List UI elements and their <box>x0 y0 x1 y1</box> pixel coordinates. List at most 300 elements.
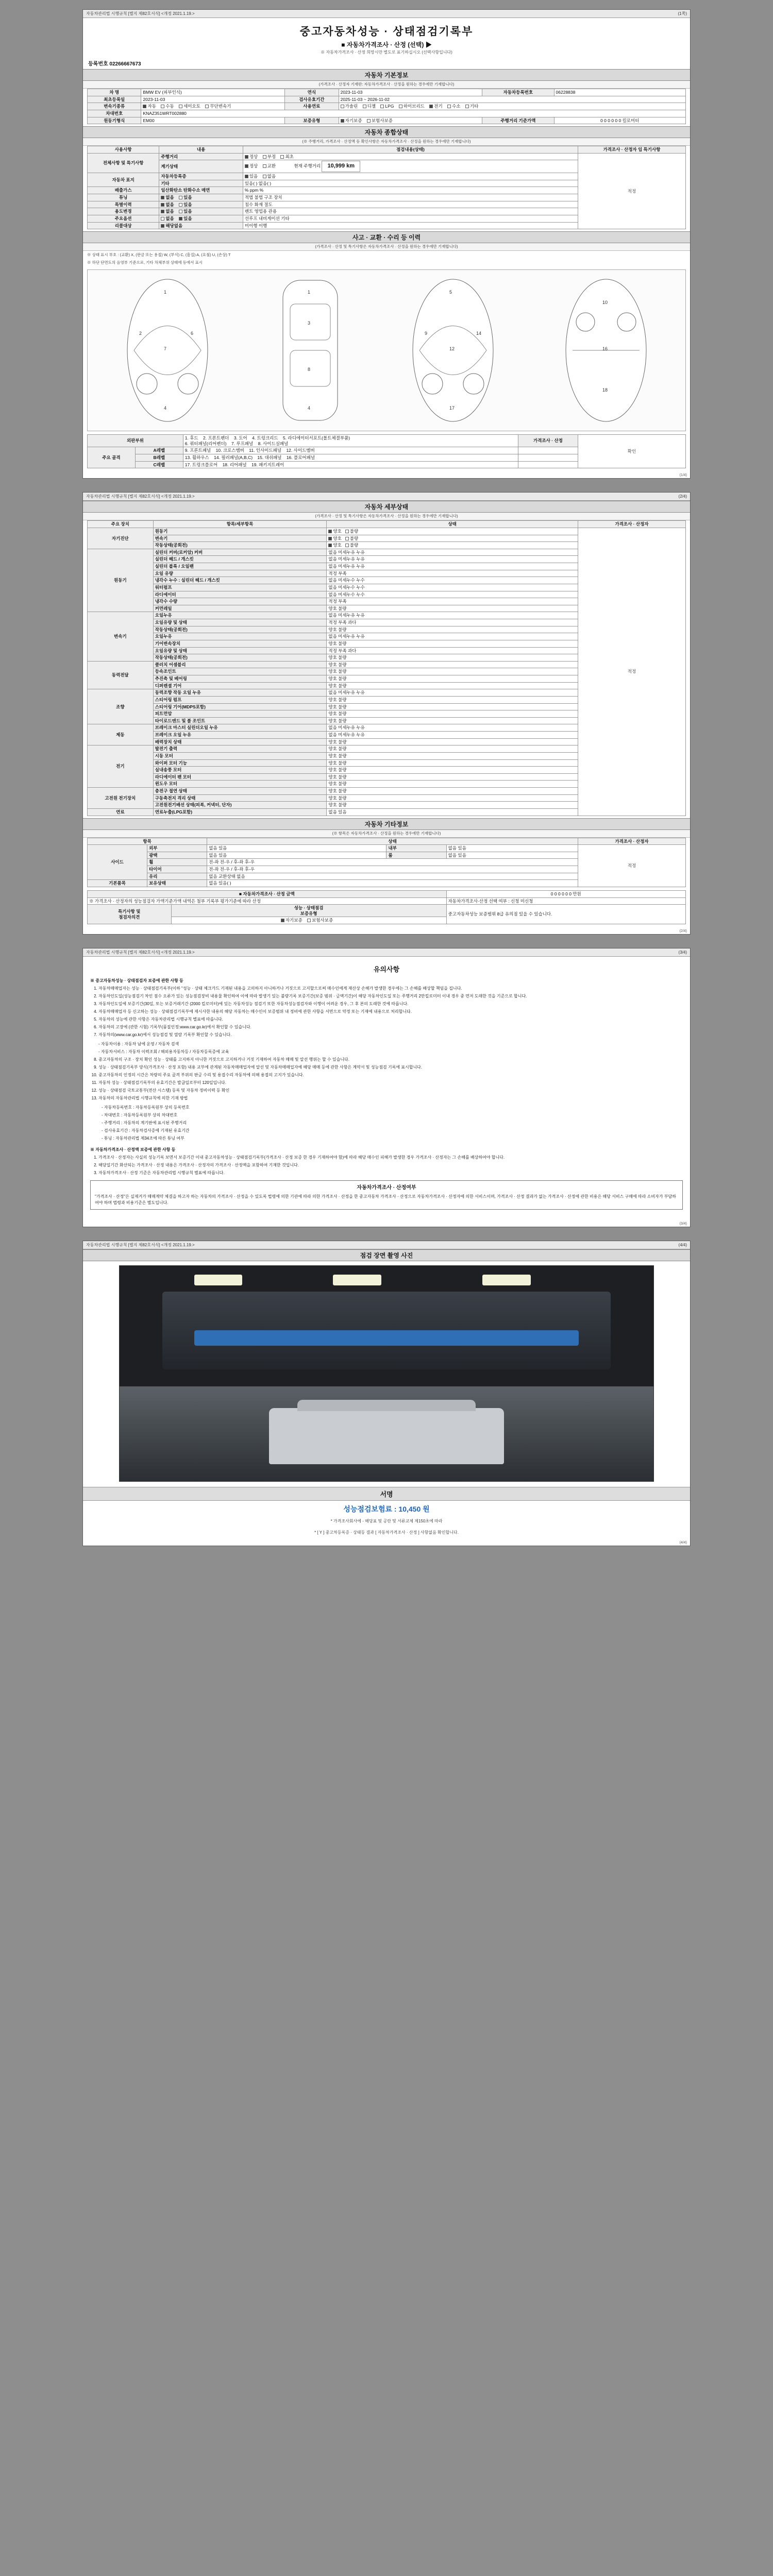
notice-subline-2: - 자동차서비스 : 자동차 이력조회 / 해외용자동차등 / 자동차등록증에 교육 <box>98 1049 229 1054</box>
value-mileage-base: 0 0 0 0 0 0 킬로미터 <box>554 117 685 124</box>
state-coolant-head: 없음 미세누수 누수 <box>327 577 578 584</box>
appraiser-sign-detail: 적정 <box>578 528 686 816</box>
table-row <box>88 153 686 160</box>
row-state-special-history: 침수 화재 절도 <box>243 201 578 208</box>
checkbox-odo-replaced[interactable]: 교환 <box>263 163 276 169</box>
svg-text:2: 2 <box>139 331 142 336</box>
table-row <box>88 528 686 535</box>
item-auto-oil-leak: 오일누유 <box>153 612 327 619</box>
svg-text:7: 7 <box>163 346 166 352</box>
document-number: 등록번호 02266667673 <box>88 61 141 67</box>
photo-footnote-1: * 가격조사회사에 - 해당표 및 공란 및 서류교체 제150초에 따라 <box>330 1519 443 1523</box>
value-special-remarks: 중고자동차성능 보증범위 8급 유의점 있을 수 있습니다. <box>446 905 685 924</box>
svg-text:9: 9 <box>424 331 427 336</box>
part-radiator-support: 5. 라디에이터서포트(볼트체결부품) <box>283 435 350 441</box>
value-warranty-type <box>339 117 482 124</box>
state-hv-wiring: 양호 불량 <box>327 802 578 809</box>
table-header-row <box>88 521 686 528</box>
section-etc-header: 자동차 기타정보 <box>83 818 690 830</box>
frame-c-list <box>183 461 518 468</box>
table-row <box>88 435 686 447</box>
checkbox-doc-no[interactable]: 없음 <box>263 174 276 179</box>
table-row <box>88 110 686 117</box>
label-basic-items: 기본품목 <box>88 880 147 887</box>
state-cv-joint: 양호 불량 <box>327 668 578 675</box>
item-manual-idle: 작동상태(공회전) <box>153 654 327 662</box>
item-trans-diag: 변속기 <box>153 535 327 542</box>
col-appraiser: 가격조사 · 산정자 임 특기사항 <box>578 146 686 154</box>
section-detail-note: (가격조사 · 산정 및 특기사항은 자동차가격조사 · 산정을 원하는 경우에만 기재합니다) <box>83 513 690 520</box>
group-steering: 조향 <box>88 689 154 724</box>
col-state: 점검내용(상태) <box>243 146 578 154</box>
price-value: 0 0 0 0 0 0 만원 <box>446 890 685 897</box>
page-1 <box>82 9 691 479</box>
signature-bar: 서명 <box>83 1487 690 1501</box>
section-basic-info-header: 자동차 기본정보 <box>83 69 690 81</box>
state-coolant-level: 적정 부족 <box>327 598 578 605</box>
value-engine-type: EM00 <box>141 117 285 124</box>
state-rocker-cover: 없음 미세누유 누유 <box>327 549 578 556</box>
checkbox-fuel-lpg[interactable]: LPG <box>380 104 394 109</box>
item-manual-oil-leak: 오일누유 <box>153 633 327 640</box>
row-item-reg-cert: 자동차등록증 <box>159 173 243 180</box>
frame-front-panel: 9. 프론트패널 <box>184 448 211 453</box>
row-label-recall: 리콜대상 <box>88 222 159 229</box>
price-note: ※ 가격조사 · 산정자의 성능점검자 가액기준가액 내역은 첨부 기록부 평가기준에 따라 산정 <box>88 897 447 905</box>
item-oil-level: 오일 유량 <box>153 570 327 577</box>
row-label-options: 주요옵션 <box>88 215 159 222</box>
state-tie-rod-end: 양호 불량 <box>327 717 578 724</box>
part-roof-panel: 7. 루프패널 <box>231 440 254 446</box>
row-item-emission: 일산화탄소 탄화수소 매연 <box>159 187 243 194</box>
table-row <box>88 845 686 852</box>
row-label-vehicle-docs: 자동차 표지 <box>88 173 159 187</box>
basic-info-table <box>87 89 686 124</box>
list-item: 1. 자동차매매업자는 성능 · 상태점검기록부(이하 "성능 · 상태 체크카드 기재된 내용을 고의하지 아니하거나 거짓으로 고지할으로써 매수인에게 재산상 손해가 발생한 경우에는 그 손해를 배상할 책임을 집니다. <box>98 986 683 992</box>
section-photo-header: 점검 장면 촬영 사진 <box>83 1249 690 1261</box>
item-auto-idle: 작동상태(공회전) <box>153 626 327 633</box>
col-usage: 사용사항 <box>88 146 159 154</box>
group-self-diagnosis: 자기진단 <box>88 528 154 549</box>
state-wiper-motor: 양호 불량 <box>327 759 578 767</box>
label-frame: 주요 골격 <box>88 447 136 468</box>
checkbox-bad[interactable]: 불량 <box>345 543 358 548</box>
state-tire: 전-좌 전-우 / 후-좌 후-우 <box>207 866 578 873</box>
checkbox-odo-normal[interactable]: 정상 <box>245 163 258 169</box>
section-detail-header: 자동차 세부상태 <box>83 501 690 513</box>
state-trans-diag <box>327 535 578 542</box>
label-transmission: 변속기종류 <box>88 103 141 110</box>
state-clutch: 양호 불량 <box>327 661 578 668</box>
item-idle-diag: 작동상태(공회전) <box>153 542 327 549</box>
label-engine-type: 원동기형식 <box>88 117 141 124</box>
item-interior: 내부 <box>386 845 446 852</box>
section-basic-info-note: (가격조사 · 산정자 기재란: 자동차가격조사 · 산정을 원하는 경우에만 기재합니다) <box>83 81 690 89</box>
state-brake-master: 없음 미세누유 누유 <box>327 724 578 732</box>
current-mileage-value: 10,999 km <box>322 161 360 172</box>
checkbox-trans-semi[interactable]: 세미오토 <box>179 104 200 109</box>
svg-text:4: 4 <box>163 405 166 411</box>
state-wheel: 전-좌 전-우 / 후-좌 후-우 <box>207 859 578 866</box>
notice-list-3 <box>98 1155 683 1176</box>
item-auto-oil-level: 오일유량 및 상태 <box>153 619 327 626</box>
value-year: 2023-11-03 <box>339 89 482 96</box>
table-row <box>88 890 686 897</box>
label-frame-c: C레벨 <box>135 461 183 468</box>
warranty-option-row[interactable] <box>171 917 446 924</box>
group-transmission: 변속기 <box>88 612 154 661</box>
state-brake-booster: 양호 불량 <box>327 738 578 745</box>
col-sub-item: 항목/세부항목 <box>153 521 327 528</box>
price-survey-box-title: 자동차가격조사 · 산정여부 <box>357 1185 416 1191</box>
checkbox-mileage-initial[interactable]: 최초 <box>280 154 293 160</box>
state-propeller-shaft: 양호 불량 <box>327 675 578 683</box>
label-appraiser-accident: 가격조사 · 산정 <box>518 435 578 447</box>
frame-cross-member: 10. 크로스멤버 <box>215 448 244 453</box>
page-2-topbar <box>83 493 690 501</box>
page-2 <box>82 492 691 935</box>
label-frame-a: A레벨 <box>135 447 183 454</box>
price-radio[interactable]: 자동차가격조사·산정 선택 여부 : 신청 미신청 <box>446 897 685 905</box>
frame-side-member: 12. 사이드멤버 <box>286 448 315 453</box>
inspection-photo <box>119 1265 654 1482</box>
list-item: 13. 자동차의 자동차관리법 시행규칙에 의한 기재 방법 <box>98 1095 683 1101</box>
item-possession: 보유상태 <box>147 880 207 887</box>
item-gear-shift: 기어변속장치 <box>153 640 327 647</box>
label-side-group: 사이드 <box>88 845 147 880</box>
col-appraiser-detail: 가격조사 · 산정자 <box>578 521 686 528</box>
list-item: 10. 중고자동차의 인정의 시간은 차량의 주요 골격 부위의 판금 수리 및 용접수리 자동차에 의해 용접의 고지가 있습니다. <box>98 1072 683 1078</box>
row-state-options: 선루프 내비게이션 기타 <box>243 215 578 222</box>
part-door: 3. 도어 <box>233 435 247 441</box>
table-row <box>88 96 686 103</box>
current-mileage-label: 현재 주행거리 <box>294 163 321 169</box>
notice-list-2 <box>98 1057 683 1101</box>
part-quarter-panel: 6. 쿼터패널(리어펜더) <box>184 440 227 446</box>
checkbox-option-none[interactable]: 없음 <box>161 216 174 222</box>
item-glass: 유리 <box>147 873 207 880</box>
checkbox-fuel-diesel[interactable]: 디젤 <box>363 104 376 109</box>
state-cyl-block: 없음 미세누유 누유 <box>327 563 578 570</box>
svg-text:3: 3 <box>307 320 310 326</box>
label-frame-b: B레벨 <box>135 454 183 462</box>
row-item-usage-change <box>159 208 243 215</box>
row-item-tuning <box>159 194 243 201</box>
item-hv-wiring: 고전원전기배선 상태(피복, 커넥터, 단자) <box>153 802 327 809</box>
page-3-footer: (3/4) <box>679 1222 687 1226</box>
group-fuel: 연료 <box>88 808 154 816</box>
item-brake-oil: 브레이크 오일 누유 <box>153 732 327 739</box>
frame-a-state <box>518 447 578 454</box>
state-glass: 없음 교환상태 없음 <box>207 873 578 880</box>
row-item-mileage: 주행거리 <box>159 153 243 160</box>
label-car-name: 차 명 <box>88 89 141 96</box>
state-manual-idle: 양호 불량 <box>327 654 578 662</box>
item-common-rail: 커먼레일 <box>153 605 327 612</box>
state-battery-isolation: 양호 불량 <box>327 794 578 802</box>
value-transmission <box>141 103 285 110</box>
table-row <box>88 103 686 110</box>
item-water-pump: 워터펌프 <box>153 584 327 591</box>
frame-wheel-house: 13. 휠하우스 <box>184 455 209 460</box>
item-manual-oil-level: 오일유량 및 상태 <box>153 647 327 654</box>
checkbox-special-yes[interactable]: 있음 <box>179 202 192 208</box>
state-blower-motor: 양호 불량 <box>327 767 578 774</box>
value-reg-no: 06228838 <box>554 89 685 96</box>
form-law-reference: 자동차관리법 시행규칙 [별지 제82호서식] <개정 2021.1.19.> <box>86 11 195 16</box>
value-fuel <box>339 103 685 110</box>
checkbox-recall-na[interactable]: 해당없음 <box>161 223 182 229</box>
state-steering-gear: 양호 불량 <box>327 703 578 710</box>
value-car-name: BMW EV (피부인식) <box>141 89 285 96</box>
checkbox-fuel-ev[interactable]: 전기 <box>429 104 442 109</box>
notice-def-1: - 자동차등록번호 : 자동차등록원부 상의 등록번호 <box>102 1105 190 1110</box>
checkbox-usage-yes[interactable]: 있음 <box>179 209 192 214</box>
col-etc-appraiser: 가격조사 · 산정자 <box>578 838 685 845</box>
checkbox-mileage-abnormal[interactable]: 부정 <box>263 154 276 160</box>
state-radiator-fan-motor: 양호 불량 <box>327 773 578 781</box>
checkbox-warranty-self-2[interactable]: 자기보증 <box>281 918 303 923</box>
checkbox-tuning-none[interactable]: 없음 <box>161 195 174 200</box>
accident-guide-2: ※ 하단 단면도의 음영부 기준으로, 기타 차체부위 상태에 등에서 표시 <box>87 260 203 265</box>
group-electrical: 전기 <box>88 745 154 788</box>
part-trunk-lid: 4. 트렁크리드 <box>252 435 278 441</box>
svg-text:5: 5 <box>449 290 452 295</box>
item-pitman-arm: 피트먼암 <box>153 710 327 718</box>
price-survey-box <box>90 1180 683 1210</box>
item-window-motor: 윈도우 모터 <box>153 781 327 788</box>
inspection-fee: 성능점검보험료 : 10,450 원 <box>343 1505 430 1513</box>
checkbox-doc-yes[interactable]: 있음 <box>245 174 258 179</box>
checkbox-tuning-yes[interactable]: 있음 <box>179 195 192 200</box>
row-state-mileage <box>243 153 578 160</box>
svg-text:18: 18 <box>602 387 608 393</box>
item-blower-motor: 실내송풍 모터 <box>153 767 327 774</box>
appraiser-sign-overall: 적정 <box>578 153 686 229</box>
item-fuel-leak: 연료누출(LPG포함) <box>153 808 327 816</box>
state-possession: 없음 있음( ) <box>207 880 578 887</box>
label-inspection-period: 검사유효기간 <box>285 96 339 103</box>
item-tire: 타이어 <box>147 866 207 873</box>
frame-c-state <box>518 461 578 468</box>
item-radiator: 라디에이터 <box>153 591 327 598</box>
page-4-left-note: 자동차관리법 시행규칙 [별지 제82호서식] <개정 2021.1.19.> <box>86 1243 195 1247</box>
photo-footnote-2: * [ Y ] 중고차등록증 · 상태등 결과 [ 자동차가격조사 · 산정 ] 사항없음 확인합니다. <box>314 1530 459 1535</box>
state-charge-port-insulation: 양호 불량 <box>327 788 578 795</box>
row-label-emission: 배출가스 <box>88 187 159 194</box>
checkbox-fuel-etc[interactable]: 기타 <box>465 104 478 109</box>
checkbox-warranty-insurer-2[interactable]: 보험사보증 <box>307 918 333 923</box>
item-exterior: 외부 <box>147 845 207 852</box>
notice-def-4: - 검사유효기간 : 자동차검사증에 기재된 유효기간 <box>102 1128 190 1133</box>
list-item: 1. 가격조사 · 산정자는 사실의 성능기록 보면서 보증기간 이내 중고자동차성능 · 상태점검기록부(가격조사 · 산정 보증 한 경우 기재하여야 함)에 따라 해당 매수인 피해가 발생한 경우 가격조사 · 산정자는 그 손해를 배상하여야 합니다. <box>98 1155 683 1161</box>
state-starter-motor: 양호 불량 <box>327 752 578 759</box>
part-hood: 1. 후드 <box>184 435 198 441</box>
page-3-right-note: (3/4) <box>678 950 687 955</box>
page-3-left-note: 자동차관리법 시행규칙 [별지 제82호서식] <개정 2021.1.19.> <box>86 950 195 955</box>
col-item: 내용 <box>159 146 243 154</box>
list-item: 8. 중고자동차의 구조 · 장치 확인 성능 · 상태를 고지하지 아니한 거짓으로 고지하거나 거짓 기재하여 자동차 매매 및 알선 행위는 할 수 있습니다. <box>98 1057 683 1063</box>
svg-text:14: 14 <box>476 331 481 336</box>
checkbox-warranty-insurer[interactable]: 보험사보증 <box>367 118 393 124</box>
item-tie-rod-end: 타이로드엔드 및 볼 조인트 <box>153 717 327 724</box>
state-manual-oil-level: 적정 부족 과다 <box>327 647 578 654</box>
svg-text:1: 1 <box>163 290 166 295</box>
checkbox-warranty-self[interactable]: 자기보증 <box>341 118 362 124</box>
item-room: 룸 <box>386 852 446 859</box>
checkbox-bad[interactable]: 불량 <box>345 529 358 534</box>
state-cyl-head: 없음 미세누유 누유 <box>327 556 578 563</box>
checkbox-fuel-hybrid[interactable]: 하이브리드 <box>399 104 425 109</box>
frame-dash-panel: 15. 대쉬패널 <box>257 455 282 460</box>
state-manual-oil-leak: 없음 미세누유 누유 <box>327 633 578 640</box>
label-fuel: 사용연료 <box>285 103 339 110</box>
checkbox-trans-manual[interactable]: 수동 <box>161 104 174 109</box>
car-diagram-underbody <box>557 273 655 428</box>
state-auto-oil-level: 적정 부족 과다 <box>327 619 578 626</box>
item-propeller-shaft: 추진축 및 베어링 <box>153 675 327 683</box>
row-state-reg-cert <box>243 173 578 180</box>
row-item-recall <box>159 222 243 229</box>
checkbox-bad[interactable]: 불량 <box>345 536 358 541</box>
frame-trunk-floor: 17. 트렁크플로어 <box>184 462 218 467</box>
state-exterior: 없음 있음 <box>207 845 386 852</box>
section-accident-header: 사고 · 교환 · 수리 등 이력 <box>83 231 690 243</box>
row-label-mileage-group: 전체사항 및 특기사항 <box>88 153 159 173</box>
svg-text:12: 12 <box>449 346 455 352</box>
section-overall-header: 자동차 종합상태 <box>83 126 690 138</box>
table-header-row <box>88 146 686 154</box>
notice-def-3: - 주행거리 : 자동차의 계기판에 표시된 주행거리 <box>102 1121 187 1125</box>
state-alternator: 양호 불량 <box>327 745 578 753</box>
svg-text:10: 10 <box>602 300 608 306</box>
item-differential: 디퍼렌셜 기어 <box>153 682 327 689</box>
state-auto-idle: 양호 불량 <box>327 626 578 633</box>
frame-rear-panel: 18. 리어패널 <box>222 462 247 467</box>
group-powertrain: 동력전달 <box>88 661 154 689</box>
item-coolant-level: 냉각수 수량 <box>153 598 327 605</box>
notice-list-1 <box>98 986 683 1038</box>
checkbox-special-none[interactable]: 없음 <box>161 202 174 208</box>
item-polish: 광택 <box>147 852 207 859</box>
item-brake-booster: 배력장치 상태 <box>153 738 327 745</box>
item-cyl-head: 실린더 헤드 / 개스킷 <box>153 556 327 563</box>
inspection-photo-area <box>83 1261 690 1487</box>
parts-exterior-list <box>183 435 518 447</box>
item-cv-joint: 등속조인트 <box>153 668 327 675</box>
page-3-topbar <box>83 948 690 957</box>
frame-pillar-panel: 14. 필러패널(A,B,C) <box>214 455 253 460</box>
frame-b-state <box>518 454 578 462</box>
checkbox-trans-cvt[interactable]: 무단변속기 <box>205 104 231 109</box>
section-etc-note: (※ 항목은 자동차가격조사 · 산정을 원하는 경우에만 기재합니다) <box>83 830 690 838</box>
checkbox-good[interactable]: 양호 <box>328 536 341 541</box>
list-item: 12. 성능 · 상태점검 국토교통부(전산 시스템) 등록 및 자동차 정비이력 등 확인 <box>98 1088 683 1094</box>
svg-text:6: 6 <box>190 331 193 336</box>
checkbox-good[interactable]: 양호 <box>328 543 341 548</box>
car-diagram-left-side <box>119 273 216 428</box>
detail-state-table <box>87 520 686 816</box>
state-room: 없음 있음 <box>446 852 578 859</box>
notice-def-5: - 튜닝 : 자동차관리법 제34조에 따른 튜닝 여부 <box>102 1136 184 1141</box>
table-header-row <box>88 838 686 845</box>
checkbox-option-yes[interactable]: 있음 <box>179 216 192 222</box>
svg-text:1: 1 <box>307 290 310 295</box>
accident-guide-1: ※ 상태 표시 부호 : (교환) X, (판금 또는 용접) W, (부식) C, (흠집) A, (요철) U, (손상) T <box>87 252 231 258</box>
state-power-steering-leak: 없음 미세누유 누유 <box>327 689 578 697</box>
appraiser-sign-etc: 적정 <box>578 845 685 887</box>
state-auto-oil-leak: 없음 미세누유 누유 <box>327 612 578 619</box>
svg-text:16: 16 <box>602 346 608 352</box>
item-starter-motor: 시동 모터 <box>153 752 327 759</box>
row-state-tuning: 적법 불법 구조 장치 <box>243 194 578 201</box>
document-subnote: ※ 자동차가격조사 · 산정 희망시만 별도로 표기하십시오 (선택사항입니다) <box>321 50 452 55</box>
label-exterior-panel: 외판부위 <box>88 435 183 447</box>
list-item: 2. 해당일기간 화산되는 가격조사 · 산정 내용은 가격조사 · 산정자의 가격조사 · 산정액을 포함하여 기재한 것입니다. <box>98 1162 683 1168</box>
frame-a-list <box>183 447 518 454</box>
table-row <box>88 89 686 96</box>
row-state-odometer <box>243 160 578 173</box>
table-row <box>88 905 686 917</box>
group-engine: 원동기 <box>88 549 154 612</box>
page-4 <box>82 1241 691 1546</box>
value-inspection-period: 2025-11-03 ~ 2026-11-02 <box>339 96 685 103</box>
value-vin: KNAZ351WRT002880 <box>141 110 686 117</box>
label-first-reg: 최초등록일 <box>88 96 141 103</box>
car-diagram-right-side <box>404 273 502 428</box>
state-pitman-arm: 양호 불량 <box>327 710 578 718</box>
section-overall-note: (※ 주행거리, 가격조사 · 산정액 등 확인사항은 자동차가격조사 · 산정을 원하는 경우에만 기재합니다) <box>83 138 690 146</box>
overall-state-table <box>87 146 686 229</box>
car-diagram <box>87 269 686 431</box>
document-title: 중고자동차성능 · 상태점검기록부 <box>299 26 474 38</box>
page-4-footer: (4/4) <box>679 1541 687 1545</box>
state-fuel-leak: 없음 있음 <box>327 808 578 816</box>
checkbox-mileage-normal[interactable]: 정상 <box>245 154 258 160</box>
row-item-special-history <box>159 201 243 208</box>
checkbox-fuel-h2[interactable]: 수소 <box>447 104 460 109</box>
checkbox-usage-none[interactable]: 없음 <box>161 209 174 214</box>
row-item-doc-etc: 기타 <box>159 180 243 187</box>
label-warranty-type-2: 성능 · 상태점검 보증유형 <box>171 905 446 917</box>
checkbox-good[interactable]: 양호 <box>328 529 341 534</box>
section-accident-note: (가격조사 · 산정 및 특기사항은 자동차가격조사 · 산정을 원하는 경우에만 기재합니다) <box>83 243 690 251</box>
label-warranty-type: 보증유형 <box>285 117 339 124</box>
page-4-topbar <box>83 1241 690 1249</box>
checkbox-fuel-gasoline[interactable]: 가솔린 <box>341 104 358 109</box>
col-etc-state: 상태 <box>207 838 578 845</box>
svg-text:8: 8 <box>307 367 310 372</box>
state-common-rail: 양호 불량 <box>327 605 578 612</box>
frame-b-list <box>183 454 518 462</box>
list-item: 6. 자동차의 고장에 (관한 시험) 기록부(품질인정:www.car.go.kr)에서 확인할 수 있습니다. <box>98 1024 683 1030</box>
state-polish: 없음 있음 <box>207 852 386 859</box>
document-subtitle: ■ 자동차가격조사 · 산정 (선택) ▶ <box>341 41 432 48</box>
item-engine-diag: 원동기 <box>153 528 327 535</box>
label-vin: 차대번호 <box>88 110 141 117</box>
state-water-pump: 없음 미세누수 누수 <box>327 584 578 591</box>
state-differential: 양호 불량 <box>327 682 578 689</box>
price-title: ■ 자동차가격조사 · 산정 금액 <box>88 890 447 897</box>
item-steering-gear: 스티어링 기어(MDPS포함) <box>153 703 327 710</box>
item-coolant-head: 냉각수 누수 : 실린더 헤드 / 개스킷 <box>153 577 327 584</box>
state-interior: 없음 있음 <box>446 845 578 852</box>
checkbox-trans-auto[interactable]: 자동 <box>143 104 156 109</box>
price-survey-box-body: "가격조사 · 산정"은 실제거가 매매계약 체결을 하고자 하는 자동차의 가격조사 · 산정을 수 있도록 법령에 의한 기관에 따라 의한 가격조사 · 산정을 한 중고자동차 가격조사 · 산정으로 자동차가격조사 · 산정자에 의한 서비스이며, 가격조사 · 산정 결과가 없는 가격조사 · 산정에 관한 비용은 해당 서비스 구매에 따라 소비자가 부담하여야 하며 법령과 비용기준은 별도입니다. <box>95 1194 676 1205</box>
item-charge-port-insulation: 충전구 절연 상태 <box>153 788 327 795</box>
state-gear-shift: 양호 불량 <box>327 640 578 647</box>
part-side-sill: 8. 사이드실패널 <box>258 440 289 446</box>
